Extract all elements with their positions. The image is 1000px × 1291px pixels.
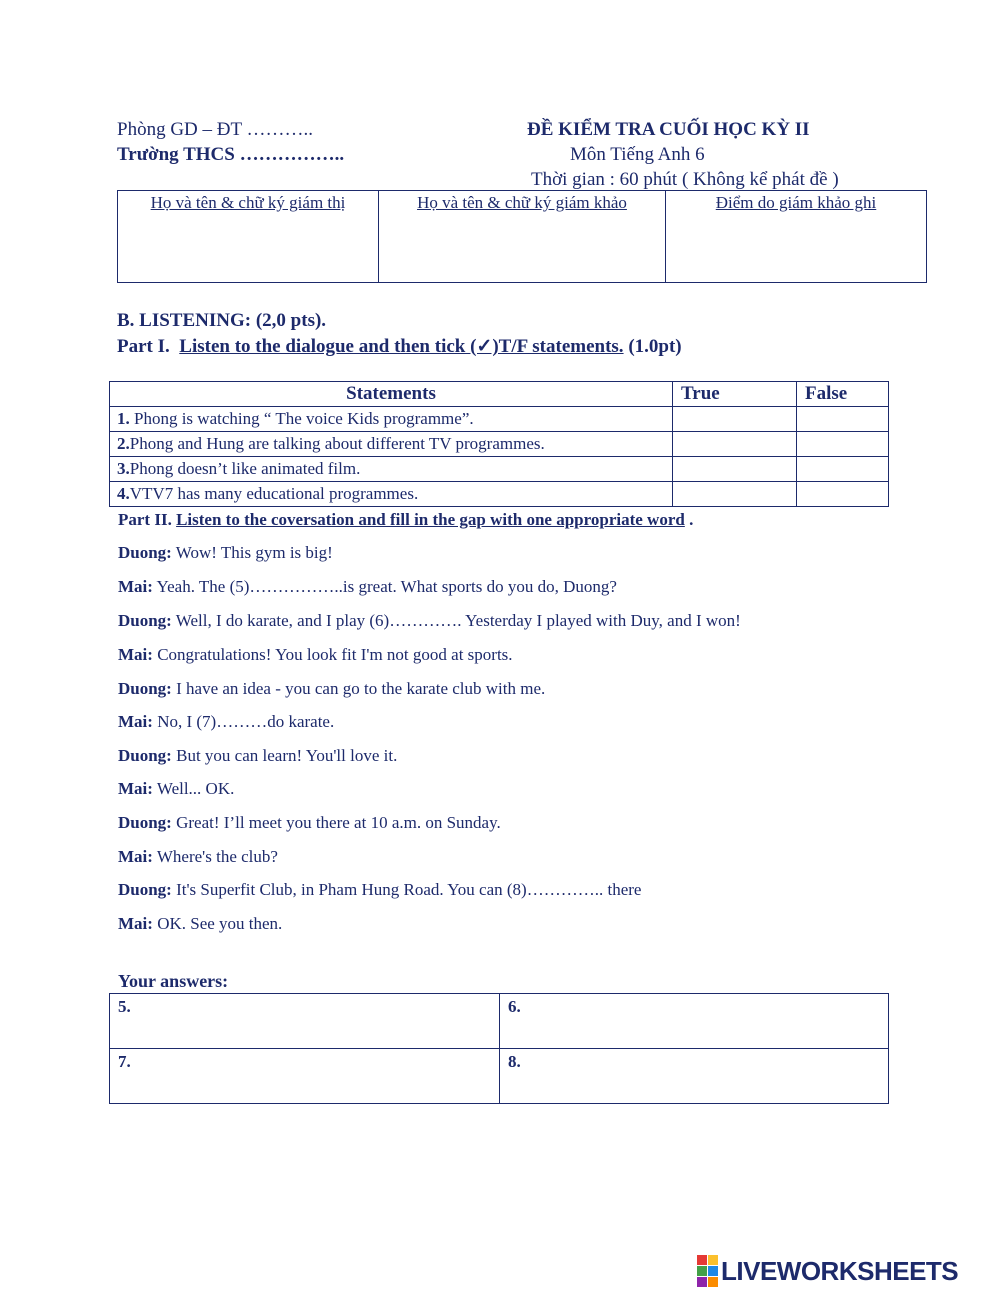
- statement-number: 3.: [117, 459, 130, 478]
- dialogue-line: [118, 712, 334, 732]
- speaker-name: Mai:: [118, 712, 153, 731]
- speaker-name: Duong:: [118, 880, 172, 899]
- statement-cell: [110, 407, 673, 432]
- statement-text: Phong is watching “ The voice Kids programme”.: [129, 409, 474, 428]
- logo-block: [708, 1266, 718, 1276]
- speaker-name: Mai:: [118, 645, 153, 664]
- answer-number: 5.: [118, 997, 131, 1016]
- department-line: Phòng GD – ĐT ………..: [117, 119, 313, 140]
- score-label: Điểm do giám khảo ghi: [715, 193, 877, 212]
- true-checkbox-cell[interactable]: [673, 432, 797, 457]
- answer-cell-6[interactable]: [500, 994, 889, 1049]
- speaker-name: Mai:: [118, 914, 153, 933]
- table-row: [110, 432, 889, 457]
- exam-title: ĐỀ KIỂM TRA CUỐI HỌC KỲ II: [527, 119, 810, 140]
- dialogue-text: No, I (7)………do karate.: [152, 712, 335, 731]
- true-checkbox-cell[interactable]: [673, 407, 797, 432]
- true-false-table: [109, 381, 889, 507]
- dialogue-line: [118, 577, 617, 597]
- dialogue-text: Congratulations! You look fit I'm not good at sports.: [152, 645, 513, 664]
- speaker-name: Duong:: [118, 746, 172, 765]
- statement-number: 1.: [117, 409, 130, 428]
- answer-number: 6.: [508, 997, 521, 1016]
- false-checkbox-cell[interactable]: [797, 407, 889, 432]
- statement-text: Phong and Hung are talking about different TV programmes.: [129, 434, 545, 453]
- statement-text: Phong doesn’t like animated film.: [129, 459, 361, 478]
- statement-number: 2.: [117, 434, 130, 453]
- part2-end: .: [689, 510, 694, 529]
- speaker-name: Duong:: [118, 813, 172, 832]
- statement-cell: [110, 457, 673, 482]
- part2-instruction: Listen to the coversation and fill in the gap with one appropriate word: [176, 510, 685, 529]
- logo-block: [697, 1255, 707, 1265]
- subject-line: Môn Tiếng Anh 6: [570, 144, 705, 165]
- dialogue-text: It's Superfit Club, in Pham Hung Road. You can (8)………….. there: [171, 880, 642, 899]
- liveworksheets-logo: [697, 1254, 958, 1288]
- speaker-name: Duong:: [118, 611, 172, 630]
- dialogue-text: Wow! This gym is big!: [171, 543, 333, 562]
- part1-label: Part I.: [117, 336, 170, 357]
- examiner-signature-cell[interactable]: [379, 191, 666, 283]
- signature-table: [117, 190, 927, 283]
- speaker-name: Mai:: [118, 847, 153, 866]
- part1-points: (1.0pt): [628, 336, 682, 357]
- logo-block: [697, 1266, 707, 1276]
- dialogue-text: OK. See you then.: [152, 914, 283, 933]
- dialogue-line: [118, 679, 545, 699]
- dialogue-line: [118, 880, 641, 900]
- answer-cell-5[interactable]: [110, 994, 500, 1049]
- examiner-signature-label: Họ và tên & chữ ký giám khảo: [417, 193, 627, 212]
- dialogue-line: [118, 543, 333, 563]
- dialogue-text: I have an idea - you can go to the karate club with me.: [171, 679, 546, 698]
- dialogue-line: [118, 847, 278, 867]
- true-checkbox-cell[interactable]: [673, 482, 797, 507]
- answers-heading: Your answers:: [118, 971, 229, 991]
- answers-table: [109, 993, 889, 1104]
- false-checkbox-cell[interactable]: [797, 457, 889, 482]
- table-header-row: [110, 382, 889, 407]
- speaker-name: Duong:: [118, 543, 172, 562]
- speaker-name: Duong:: [118, 679, 172, 698]
- proctor-signature-label: Họ và tên & chữ ký giám thị: [150, 193, 346, 212]
- part1-heading: [117, 335, 682, 358]
- table-row: [110, 407, 889, 432]
- statement-text: VTV7 has many educational programmes.: [129, 484, 419, 503]
- table-row: [110, 457, 889, 482]
- answer-cell-8[interactable]: [500, 1049, 889, 1104]
- dialogue-text: Well... OK.: [152, 779, 235, 798]
- listening-heading: B. LISTENING: (2,0 pts).: [117, 310, 327, 331]
- dialogue-text: Well, I do karate, and I play (6)…………. Yesterday I played with Duy, and I won!: [171, 611, 741, 630]
- statement-cell: [110, 482, 673, 507]
- proctor-signature-cell[interactable]: [118, 191, 379, 283]
- time-line: Thời gian : 60 phút ( Không kể phát đề ): [531, 169, 839, 190]
- false-checkbox-cell[interactable]: [797, 482, 889, 507]
- statement-cell: [110, 432, 673, 457]
- answer-number: 7.: [118, 1052, 131, 1071]
- dialogue-line: [118, 645, 513, 665]
- part1-instruction: Listen to the dialogue and then tick (✓)T/F statements.: [179, 336, 624, 357]
- answer-number: 8.: [508, 1052, 521, 1071]
- statements-header: Statements: [110, 382, 673, 407]
- false-header: False: [797, 382, 889, 407]
- statement-number: 4.: [117, 484, 130, 503]
- false-checkbox-cell[interactable]: [797, 432, 889, 457]
- dialogue-line: [118, 914, 282, 934]
- true-checkbox-cell[interactable]: [673, 457, 797, 482]
- dialogue-line: [118, 779, 234, 799]
- logo-blocks-icon: [697, 1255, 718, 1287]
- dialogue-text: Yeah. The (5)……………..is great. What sports do you do, Duong?: [152, 577, 617, 596]
- dialogue-line: [118, 746, 397, 766]
- dialogue-text: Great! I’ll meet you there at 10 a.m. on Sunday.: [171, 813, 501, 832]
- dialogue-text: But you can learn! You'll love it.: [171, 746, 398, 765]
- logo-block: [708, 1255, 718, 1265]
- answer-cell-7[interactable]: [110, 1049, 500, 1104]
- true-header: True: [673, 382, 797, 407]
- dialogue-text: Where's the club?: [152, 847, 278, 866]
- logo-text: LIVEWORKSHEETS: [721, 1255, 959, 1286]
- dialogue-line: [118, 813, 501, 833]
- score-cell[interactable]: [666, 191, 927, 283]
- table-row: [110, 482, 889, 507]
- speaker-name: Mai:: [118, 577, 153, 596]
- speaker-name: Mai:: [118, 779, 153, 798]
- part2-label: Part II.: [118, 510, 172, 529]
- school-line: Trường THCS ……………..: [117, 144, 345, 165]
- part2-heading: [118, 510, 693, 530]
- dialogue-line: [118, 611, 741, 631]
- logo-block: [708, 1277, 718, 1287]
- logo-block: [697, 1277, 707, 1287]
